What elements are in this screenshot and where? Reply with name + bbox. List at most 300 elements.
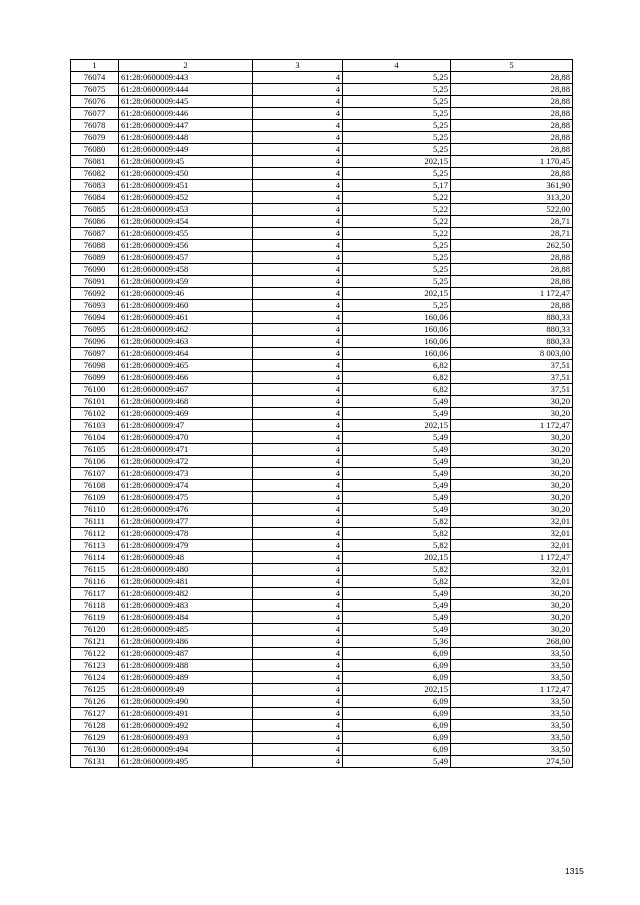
cell-value-5: 262,50 [451, 240, 573, 252]
category: 4 [253, 720, 343, 732]
row-number: 76119 [71, 612, 119, 624]
category: 4 [253, 528, 343, 540]
cell-value-5: 28,88 [451, 264, 573, 276]
cadastral-number: 61:28:0600009:477 [119, 516, 253, 528]
category: 4 [253, 732, 343, 744]
table-row [71, 672, 573, 684]
cell-value-5: 1 172,47 [451, 684, 573, 696]
cadastral-number: 61:28:0600009:448 [119, 132, 253, 144]
column-header-4: 4 [343, 60, 451, 72]
cadastral-number: 61:28:0600009:450 [119, 168, 253, 180]
cadastral-number: 61:28:0600009:469 [119, 408, 253, 420]
cell-value-4: 5,25 [343, 264, 451, 276]
cadastral-number: 61:28:0600009:476 [119, 504, 253, 516]
row-number: 76101 [71, 396, 119, 408]
cell-value-4: 6,09 [343, 648, 451, 660]
cell-value-5: 33,50 [451, 696, 573, 708]
cell-value-5: 1 172,47 [451, 552, 573, 564]
category: 4 [253, 420, 343, 432]
cadastral-number: 61:28:0600009:480 [119, 564, 253, 576]
row-number: 76127 [71, 708, 119, 720]
row-number: 76098 [71, 360, 119, 372]
table-body [71, 72, 573, 768]
cell-value-5: 33,50 [451, 708, 573, 720]
row-number: 76128 [71, 720, 119, 732]
cell-value-4: 5,25 [343, 84, 451, 96]
cell-value-5: 30,20 [451, 588, 573, 600]
cell-value-5: 33,50 [451, 672, 573, 684]
cadastral-number: 61:28:0600009:467 [119, 384, 253, 396]
category: 4 [253, 456, 343, 468]
row-number: 76102 [71, 408, 119, 420]
table-row [71, 360, 573, 372]
cadastral-number: 61:28:0600009:493 [119, 732, 253, 744]
row-number: 76089 [71, 252, 119, 264]
row-number: 76107 [71, 468, 119, 480]
table-row [71, 288, 573, 300]
cell-value-5: 30,20 [451, 456, 573, 468]
cell-value-5: 274,50 [451, 756, 573, 768]
row-number: 76088 [71, 240, 119, 252]
cell-value-5: 32,01 [451, 528, 573, 540]
table-row [71, 444, 573, 456]
category: 4 [253, 120, 343, 132]
cadastral-number: 61:28:0600009:460 [119, 300, 253, 312]
cell-value-4: 5,49 [343, 480, 451, 492]
page-number: 1315 [565, 866, 584, 876]
row-number: 76123 [71, 660, 119, 672]
row-number: 76085 [71, 204, 119, 216]
cell-value-4: 5,49 [343, 588, 451, 600]
row-number: 76106 [71, 456, 119, 468]
row-number: 76094 [71, 312, 119, 324]
category: 4 [253, 312, 343, 324]
table-row [71, 324, 573, 336]
cell-value-5: 28,88 [451, 252, 573, 264]
row-number: 76087 [71, 228, 119, 240]
cell-value-4: 6,09 [343, 744, 451, 756]
cell-value-5: 32,01 [451, 540, 573, 552]
table-row [71, 396, 573, 408]
row-number: 76105 [71, 444, 119, 456]
category: 4 [253, 216, 343, 228]
cell-value-4: 5,49 [343, 756, 451, 768]
table-row [71, 648, 573, 660]
category: 4 [253, 372, 343, 384]
cell-value-4: 6,82 [343, 372, 451, 384]
row-number: 76115 [71, 564, 119, 576]
category: 4 [253, 564, 343, 576]
category: 4 [253, 72, 343, 84]
category: 4 [253, 756, 343, 768]
cell-value-5: 30,20 [451, 480, 573, 492]
row-number: 76083 [71, 180, 119, 192]
cadastral-number: 61:28:0600009:473 [119, 468, 253, 480]
cell-value-5: 30,20 [451, 504, 573, 516]
category: 4 [253, 612, 343, 624]
cell-value-5: 313,20 [451, 192, 573, 204]
category: 4 [253, 204, 343, 216]
cell-value-5: 522,00 [451, 204, 573, 216]
category: 4 [253, 324, 343, 336]
cell-value-5: 30,20 [451, 612, 573, 624]
category: 4 [253, 408, 343, 420]
table-row [71, 720, 573, 732]
table-row [71, 708, 573, 720]
row-number: 76129 [71, 732, 119, 744]
category: 4 [253, 444, 343, 456]
row-number: 76074 [71, 72, 119, 84]
cadastral-number: 61:28:0600009:459 [119, 276, 253, 288]
cell-value-4: 5,22 [343, 192, 451, 204]
table-row [71, 228, 573, 240]
cadastral-number: 61:28:0600009:481 [119, 576, 253, 588]
cadastral-number: 61:28:0600009:495 [119, 756, 253, 768]
cell-value-5: 30,20 [451, 444, 573, 456]
cell-value-4: 5,25 [343, 108, 451, 120]
cell-value-5: 28,88 [451, 96, 573, 108]
table-row [71, 348, 573, 360]
table-row [71, 576, 573, 588]
cell-value-4: 5,25 [343, 168, 451, 180]
table-row [71, 132, 573, 144]
row-number: 76124 [71, 672, 119, 684]
table-row [71, 600, 573, 612]
table-row [71, 240, 573, 252]
table-row [71, 636, 573, 648]
cadastral-number: 61:28:0600009:443 [119, 72, 253, 84]
cell-value-5: 32,01 [451, 576, 573, 588]
cell-value-4: 5,36 [343, 636, 451, 648]
category: 4 [253, 492, 343, 504]
cell-value-4: 5,49 [343, 432, 451, 444]
cell-value-5: 28,88 [451, 132, 573, 144]
cadastral-number: 61:28:0600009:466 [119, 372, 253, 384]
table-row [71, 216, 573, 228]
category: 4 [253, 252, 343, 264]
category: 4 [253, 288, 343, 300]
category: 4 [253, 144, 343, 156]
row-number: 76096 [71, 336, 119, 348]
category: 4 [253, 624, 343, 636]
category: 4 [253, 240, 343, 252]
cell-value-4: 5,82 [343, 564, 451, 576]
cell-value-4: 160,06 [343, 324, 451, 336]
row-number: 76118 [71, 600, 119, 612]
cell-value-5: 880,33 [451, 324, 573, 336]
table-row [71, 684, 573, 696]
cell-value-4: 6,09 [343, 672, 451, 684]
category: 4 [253, 348, 343, 360]
category: 4 [253, 84, 343, 96]
cell-value-5: 30,20 [451, 468, 573, 480]
cell-value-5: 28,88 [451, 168, 573, 180]
column-header-3: 3 [253, 60, 343, 72]
column-header-5: 5 [451, 60, 573, 72]
table-row [71, 372, 573, 384]
cadastral-number: 61:28:0600009:486 [119, 636, 253, 648]
cadastral-number: 61:28:0600009:478 [119, 528, 253, 540]
table-row [71, 96, 573, 108]
table-row [71, 72, 573, 84]
table-row [71, 564, 573, 576]
category: 4 [253, 384, 343, 396]
category: 4 [253, 708, 343, 720]
table-row [71, 516, 573, 528]
cell-value-5: 33,50 [451, 660, 573, 672]
cell-value-4: 5,49 [343, 504, 451, 516]
cell-value-5: 28,71 [451, 228, 573, 240]
table-row [71, 744, 573, 756]
cell-value-4: 6,09 [343, 660, 451, 672]
header-row [71, 60, 573, 72]
category: 4 [253, 108, 343, 120]
cell-value-5: 33,50 [451, 720, 573, 732]
row-number: 76103 [71, 420, 119, 432]
category: 4 [253, 504, 343, 516]
cadastral-number: 61:28:0600009:489 [119, 672, 253, 684]
cell-value-4: 202,15 [343, 552, 451, 564]
cell-value-4: 5,25 [343, 120, 451, 132]
row-number: 76112 [71, 528, 119, 540]
row-number: 76080 [71, 144, 119, 156]
table-row [71, 408, 573, 420]
cell-value-4: 202,15 [343, 156, 451, 168]
column-header-1: 1 [71, 60, 119, 72]
cell-value-5: 37,51 [451, 384, 573, 396]
row-number: 76125 [71, 684, 119, 696]
category: 4 [253, 576, 343, 588]
cell-value-4: 5,17 [343, 180, 451, 192]
cell-value-4: 5,25 [343, 276, 451, 288]
cadastral-number: 61:28:0600009:446 [119, 108, 253, 120]
cell-value-4: 5,49 [343, 456, 451, 468]
category: 4 [253, 684, 343, 696]
category: 4 [253, 300, 343, 312]
cell-value-5: 268,00 [451, 636, 573, 648]
cell-value-4: 5,82 [343, 576, 451, 588]
cadastral-number: 61:28:0600009:494 [119, 744, 253, 756]
table-row [71, 468, 573, 480]
cell-value-4: 6,82 [343, 384, 451, 396]
table-row [71, 480, 573, 492]
table-row [71, 492, 573, 504]
category: 4 [253, 432, 343, 444]
row-number: 76111 [71, 516, 119, 528]
row-number: 76093 [71, 300, 119, 312]
category: 4 [253, 468, 343, 480]
cadastral-number: 61:28:0600009:452 [119, 192, 253, 204]
cell-value-5: 28,88 [451, 120, 573, 132]
cadastral-number: 61:28:0600009:487 [119, 648, 253, 660]
cell-value-5: 33,50 [451, 732, 573, 744]
cell-value-5: 1 172,47 [451, 420, 573, 432]
table-row [71, 108, 573, 120]
row-number: 76097 [71, 348, 119, 360]
category: 4 [253, 360, 343, 372]
table-row [71, 204, 573, 216]
table-row [71, 696, 573, 708]
category: 4 [253, 228, 343, 240]
row-number: 76110 [71, 504, 119, 516]
cell-value-4: 5,25 [343, 144, 451, 156]
table-row [71, 432, 573, 444]
cell-value-5: 37,51 [451, 372, 573, 384]
category: 4 [253, 696, 343, 708]
cadastral-number: 61:28:0600009:479 [119, 540, 253, 552]
cell-value-4: 5,22 [343, 228, 451, 240]
row-number: 76077 [71, 108, 119, 120]
table-row [71, 660, 573, 672]
cell-value-4: 160,06 [343, 312, 451, 324]
cell-value-4: 5,49 [343, 468, 451, 480]
cell-value-5: 28,88 [451, 144, 573, 156]
cell-value-4: 5,25 [343, 240, 451, 252]
cell-value-4: 5,25 [343, 72, 451, 84]
cell-value-5: 8 003,00 [451, 348, 573, 360]
cell-value-5: 28,71 [451, 216, 573, 228]
cadastral-number: 61:28:0600009:464 [119, 348, 253, 360]
row-number: 76120 [71, 624, 119, 636]
row-number: 76075 [71, 84, 119, 96]
cell-value-5: 880,33 [451, 336, 573, 348]
cadastral-number: 61:28:0600009:457 [119, 252, 253, 264]
cadastral-number: 61:28:0600009:475 [119, 492, 253, 504]
table-row [71, 552, 573, 564]
cell-value-5: 32,01 [451, 564, 573, 576]
table-row [71, 120, 573, 132]
category: 4 [253, 636, 343, 648]
table-row [71, 756, 573, 768]
cadastral-number: 61:28:0600009:470 [119, 432, 253, 444]
table-row [71, 312, 573, 324]
table-row [71, 504, 573, 516]
cadastral-number: 61:28:0600009:46 [119, 288, 253, 300]
cadastral-number: 61:28:0600009:458 [119, 264, 253, 276]
row-number: 76078 [71, 120, 119, 132]
cell-value-4: 5,82 [343, 528, 451, 540]
row-number: 76131 [71, 756, 119, 768]
cell-value-5: 28,88 [451, 72, 573, 84]
cell-value-4: 5,49 [343, 600, 451, 612]
cadastral-number: 61:28:0600009:474 [119, 480, 253, 492]
cell-value-4: 160,06 [343, 348, 451, 360]
cadastral-number: 61:28:0600009:444 [119, 84, 253, 96]
cell-value-5: 30,20 [451, 492, 573, 504]
row-number: 76092 [71, 288, 119, 300]
cell-value-4: 5,49 [343, 624, 451, 636]
row-number: 76121 [71, 636, 119, 648]
cell-value-4: 202,15 [343, 420, 451, 432]
table-row [71, 180, 573, 192]
table-row [71, 420, 573, 432]
cadastral-number: 61:28:0600009:492 [119, 720, 253, 732]
table-row [71, 732, 573, 744]
cadastral-number: 61:28:0600009:454 [119, 216, 253, 228]
cell-value-4: 202,15 [343, 288, 451, 300]
cadastral-number: 61:28:0600009:485 [119, 624, 253, 636]
cadastral-number: 61:28:0600009:451 [119, 180, 253, 192]
table-row [71, 192, 573, 204]
row-number: 76108 [71, 480, 119, 492]
cell-value-5: 1 170,45 [451, 156, 573, 168]
cadastral-number: 61:28:0600009:455 [119, 228, 253, 240]
category: 4 [253, 396, 343, 408]
cell-value-4: 5,49 [343, 612, 451, 624]
cell-value-5: 30,20 [451, 600, 573, 612]
cadastral-number: 61:28:0600009:482 [119, 588, 253, 600]
cell-value-4: 6,09 [343, 708, 451, 720]
row-number: 76113 [71, 540, 119, 552]
category: 4 [253, 552, 343, 564]
column-header-2: 2 [119, 60, 253, 72]
cell-value-5: 880,33 [451, 312, 573, 324]
table-row [71, 156, 573, 168]
table-row [71, 264, 573, 276]
cell-value-4: 5,22 [343, 216, 451, 228]
cell-value-4: 6,82 [343, 360, 451, 372]
cell-value-4: 5,49 [343, 408, 451, 420]
row-number: 76095 [71, 324, 119, 336]
data-table [70, 59, 573, 768]
cell-value-4: 5,25 [343, 96, 451, 108]
cell-value-5: 28,88 [451, 276, 573, 288]
cell-value-4: 160,06 [343, 336, 451, 348]
cadastral-number: 61:28:0600009:471 [119, 444, 253, 456]
cell-value-4: 5,82 [343, 516, 451, 528]
cell-value-5: 33,50 [451, 648, 573, 660]
cadastral-number: 61:28:0600009:47 [119, 420, 253, 432]
cadastral-number: 61:28:0600009:453 [119, 204, 253, 216]
category: 4 [253, 276, 343, 288]
row-number: 76100 [71, 384, 119, 396]
cadastral-number: 61:28:0600009:461 [119, 312, 253, 324]
cell-value-5: 28,88 [451, 84, 573, 96]
cadastral-number: 61:28:0600009:468 [119, 396, 253, 408]
category: 4 [253, 168, 343, 180]
table-row [71, 588, 573, 600]
cell-value-4: 5,25 [343, 132, 451, 144]
category: 4 [253, 180, 343, 192]
cadastral-number: 61:28:0600009:45 [119, 156, 253, 168]
category: 4 [253, 96, 343, 108]
cell-value-4: 5,22 [343, 204, 451, 216]
row-number: 76116 [71, 576, 119, 588]
table-row [71, 456, 573, 468]
table-row [71, 144, 573, 156]
row-number: 76091 [71, 276, 119, 288]
cell-value-5: 30,20 [451, 408, 573, 420]
cadastral-number: 61:28:0600009:472 [119, 456, 253, 468]
category: 4 [253, 480, 343, 492]
row-number: 76104 [71, 432, 119, 444]
cell-value-5: 1 172,47 [451, 288, 573, 300]
row-number: 76086 [71, 216, 119, 228]
cadastral-number: 61:28:0600009:447 [119, 120, 253, 132]
cadastral-number: 61:28:0600009:49 [119, 684, 253, 696]
cadastral-number: 61:28:0600009:483 [119, 600, 253, 612]
row-number: 76090 [71, 264, 119, 276]
category: 4 [253, 516, 343, 528]
row-number: 76082 [71, 168, 119, 180]
row-number: 76126 [71, 696, 119, 708]
cell-value-4: 5,82 [343, 540, 451, 552]
cadastral-number: 61:28:0600009:445 [119, 96, 253, 108]
table-row [71, 528, 573, 540]
cadastral-number: 61:28:0600009:491 [119, 708, 253, 720]
cell-value-4: 202,15 [343, 684, 451, 696]
cell-value-5: 37,51 [451, 360, 573, 372]
